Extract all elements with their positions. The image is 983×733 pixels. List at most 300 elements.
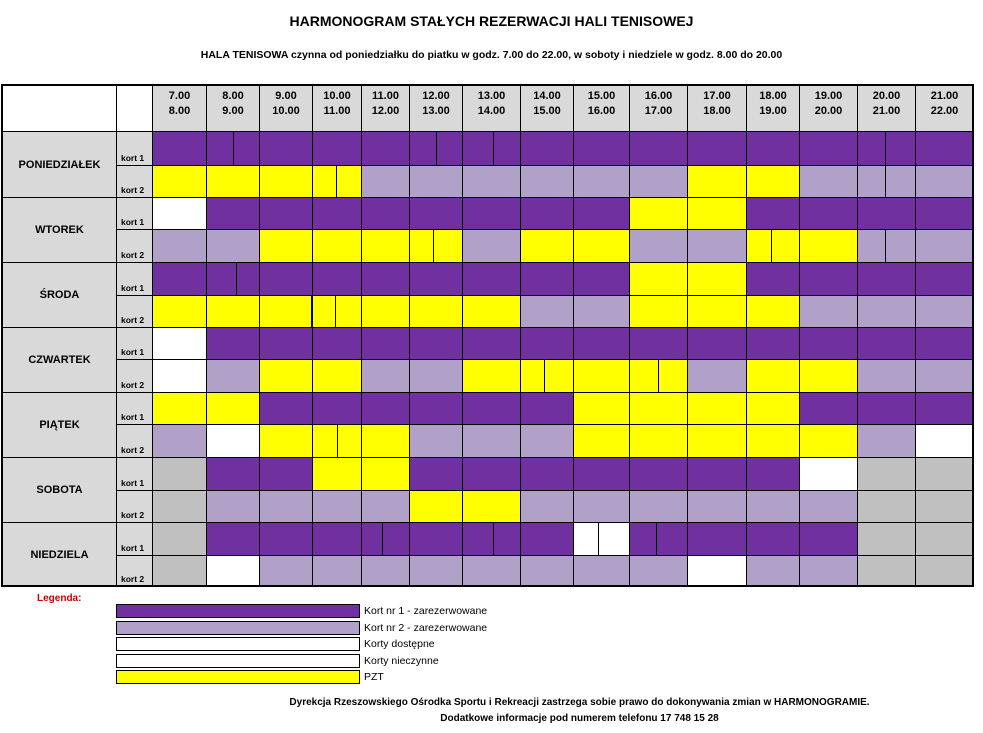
schedule-slot bbox=[463, 166, 521, 198]
legend-text: PZT bbox=[364, 671, 384, 683]
schedule-slot bbox=[916, 230, 974, 263]
schedule-slot bbox=[574, 230, 630, 263]
schedule-slot bbox=[521, 328, 574, 360]
time-slot-header bbox=[260, 86, 313, 132]
time-slot-end: 16.00 bbox=[587, 105, 616, 117]
court-label: kort 2 bbox=[117, 360, 153, 393]
schedule-slot bbox=[688, 360, 747, 393]
schedule-slot bbox=[630, 230, 688, 263]
schedule-slot bbox=[747, 328, 800, 360]
court-label: kort 2 bbox=[117, 556, 153, 587]
footer-note: Dyrekcja Rzeszowskiego Ośrodka Sportu i Rekreacji zastrzega sobie prawo do dokonywania zmian w HARMONOGRAMIE. bbox=[289, 697, 870, 708]
slot-divider bbox=[544, 360, 545, 393]
schedule-slot bbox=[916, 166, 974, 198]
slot-divider bbox=[771, 230, 772, 263]
schedule-slot bbox=[207, 198, 260, 230]
schedule-slot bbox=[858, 166, 916, 198]
time-slot-start: 8.00 bbox=[222, 90, 244, 102]
court-label: kort 2 bbox=[117, 230, 153, 263]
schedule-slot bbox=[688, 556, 747, 587]
schedule-slot bbox=[574, 263, 630, 296]
schedule-slot bbox=[747, 132, 800, 166]
court-label: kort 1 bbox=[117, 458, 153, 491]
schedule-slot bbox=[153, 198, 207, 230]
schedule-slot bbox=[313, 458, 362, 491]
legend-label: Legenda: bbox=[37, 593, 82, 604]
court-label: kort 1 bbox=[117, 263, 153, 296]
schedule-slot bbox=[630, 458, 688, 491]
schedule-slot bbox=[153, 556, 207, 587]
schedule-slot bbox=[858, 425, 916, 458]
schedule-slot bbox=[858, 230, 916, 263]
schedule-slot bbox=[153, 328, 207, 360]
time-slot-end: 21.00 bbox=[872, 105, 901, 117]
day-name: PONIEDZIAŁEK bbox=[3, 132, 117, 198]
schedule-slot bbox=[260, 523, 313, 556]
schedule-slot bbox=[747, 556, 800, 587]
slot-divider bbox=[658, 360, 659, 393]
schedule-slot bbox=[630, 263, 688, 296]
schedule-slot bbox=[688, 458, 747, 491]
court-label: kort 1 bbox=[117, 523, 153, 556]
legend-swatch bbox=[116, 654, 360, 668]
schedule-slot bbox=[858, 132, 916, 166]
schedule-slot bbox=[688, 523, 747, 556]
schedule-slot bbox=[410, 458, 463, 491]
schedule-slot bbox=[574, 198, 630, 230]
schedule-slot bbox=[463, 198, 521, 230]
day-name: ŚRODA bbox=[3, 263, 117, 328]
schedule-slot bbox=[207, 393, 260, 425]
schedule-slot bbox=[313, 360, 362, 393]
slot-divider bbox=[337, 425, 338, 458]
schedule-slot bbox=[260, 263, 313, 296]
schedule-slot bbox=[207, 556, 260, 587]
time-slot-start: 7.00 bbox=[168, 90, 191, 102]
court-label: kort 1 bbox=[117, 132, 153, 166]
schedule-slot bbox=[858, 198, 916, 230]
schedule-slot bbox=[800, 491, 858, 523]
schedule-slot bbox=[574, 393, 630, 425]
schedule-slot bbox=[313, 166, 362, 198]
page-subtitle: HALA TENISOWA czynna od poniedziałku do piatku w godz. 7.00 do 22.00, w soboty i niedziele w godz. 8.00 do 20.00 bbox=[200, 49, 783, 61]
schedule-slot bbox=[916, 263, 974, 296]
time-slot-end: 9.00 bbox=[222, 105, 244, 117]
schedule-slot bbox=[521, 166, 574, 198]
time-slot-end: 22.00 bbox=[930, 105, 959, 117]
schedule-slot bbox=[410, 198, 463, 230]
schedule-slot bbox=[313, 523, 362, 556]
schedule-slot bbox=[747, 230, 800, 263]
schedule-slot bbox=[313, 393, 362, 425]
schedule-slot bbox=[313, 328, 362, 360]
schedule-slot bbox=[463, 328, 521, 360]
schedule-slot bbox=[153, 296, 207, 328]
schedule-slot bbox=[260, 393, 313, 425]
schedule-slot bbox=[260, 556, 313, 587]
schedule-slot bbox=[260, 166, 313, 198]
schedule-slot bbox=[313, 491, 362, 523]
time-slot-header bbox=[153, 86, 207, 132]
legend-swatch bbox=[116, 621, 360, 635]
schedule-slot bbox=[747, 360, 800, 393]
schedule-slot bbox=[362, 360, 410, 393]
schedule-slot bbox=[916, 296, 974, 328]
schedule-slot bbox=[410, 425, 463, 458]
schedule-slot bbox=[747, 491, 800, 523]
schedule-slot bbox=[630, 132, 688, 166]
schedule-slot bbox=[574, 132, 630, 166]
schedule-slot bbox=[463, 425, 521, 458]
court-label: kort 2 bbox=[117, 166, 153, 198]
schedule-slot bbox=[800, 230, 858, 263]
page-title: HARMONOGRAM STAŁYCH REZERWACJI HALI TENISOWEJ bbox=[289, 13, 694, 29]
schedule-slot bbox=[521, 425, 574, 458]
schedule-slot bbox=[153, 491, 207, 523]
schedule-slot bbox=[153, 166, 207, 198]
schedule-slot bbox=[207, 523, 260, 556]
legend-text: Korty nieczynne bbox=[364, 655, 439, 667]
schedule-slot bbox=[747, 393, 800, 425]
day-name: SOBOTA bbox=[3, 458, 117, 523]
schedule-slot bbox=[207, 328, 260, 360]
schedule-slot bbox=[463, 523, 521, 556]
day-name: NIEDZIELA bbox=[3, 523, 117, 587]
time-slot-end: 20.00 bbox=[814, 105, 843, 117]
time-slot-header bbox=[207, 86, 260, 132]
time-slot-header bbox=[800, 86, 858, 132]
time-slot-header bbox=[574, 86, 630, 132]
schedule-slot bbox=[916, 458, 974, 491]
schedule-slot bbox=[463, 393, 521, 425]
time-slot-start: 21.00 bbox=[930, 90, 959, 102]
schedule-slot bbox=[747, 166, 800, 198]
schedule-slot bbox=[207, 166, 260, 198]
schedule-slot bbox=[630, 425, 688, 458]
schedule-slot bbox=[688, 230, 747, 263]
schedule-slot bbox=[260, 458, 313, 491]
schedule-slot bbox=[688, 198, 747, 230]
schedule-slot bbox=[630, 491, 688, 523]
time-slot-end: 12.00 bbox=[371, 105, 400, 117]
schedule-slot bbox=[858, 360, 916, 393]
schedule-slot bbox=[153, 132, 207, 166]
schedule-slot bbox=[630, 523, 688, 556]
time-slot-header bbox=[747, 86, 800, 132]
day-name: PIĄTEK bbox=[3, 393, 117, 458]
slot-divider bbox=[436, 132, 437, 166]
schedule-slot bbox=[260, 360, 313, 393]
schedule-slot bbox=[153, 458, 207, 491]
time-slot-start: 13.00 bbox=[477, 90, 506, 102]
time-slot-start: 14.00 bbox=[533, 90, 561, 102]
slot-divider bbox=[493, 132, 494, 166]
schedule-slot bbox=[207, 230, 260, 263]
time-slot-end: 18.00 bbox=[703, 105, 731, 117]
schedule-slot bbox=[747, 263, 800, 296]
schedule-slot bbox=[574, 458, 630, 491]
time-slot-header bbox=[313, 86, 362, 132]
schedule-slot bbox=[800, 132, 858, 166]
schedule-slot bbox=[153, 523, 207, 556]
schedule-slot bbox=[260, 491, 313, 523]
schedule-slot bbox=[463, 132, 521, 166]
schedule-slot bbox=[521, 491, 574, 523]
schedule-slot bbox=[410, 230, 463, 263]
schedule-slot bbox=[747, 523, 800, 556]
slot-divider bbox=[336, 166, 337, 198]
day-name: CZWARTEK bbox=[3, 328, 117, 393]
slot-divider bbox=[598, 523, 599, 556]
schedule-slot bbox=[858, 556, 916, 587]
schedule-slot bbox=[800, 198, 858, 230]
schedule-slot bbox=[630, 296, 688, 328]
time-slot-header bbox=[362, 86, 410, 132]
schedule-slot bbox=[574, 360, 630, 393]
time-slot-start: 11.00 bbox=[372, 90, 399, 102]
schedule-slot bbox=[747, 296, 800, 328]
time-slot-header bbox=[916, 86, 974, 132]
time-slot-end: 8.00 bbox=[168, 105, 191, 117]
schedule-slot bbox=[260, 328, 313, 360]
legend-text: Korty dostępne bbox=[364, 638, 435, 650]
schedule-slot bbox=[207, 425, 260, 458]
legend-swatch bbox=[116, 670, 360, 684]
time-slot-end: 11.00 bbox=[323, 105, 351, 117]
schedule-slot bbox=[688, 425, 747, 458]
schedule-slot bbox=[362, 458, 410, 491]
time-slot-end: 13.00 bbox=[422, 105, 450, 117]
schedule-slot bbox=[207, 458, 260, 491]
time-slot-end: 17.00 bbox=[644, 105, 673, 117]
schedule-slot bbox=[153, 393, 207, 425]
court-label: kort 2 bbox=[117, 296, 153, 328]
schedule-slot bbox=[858, 263, 916, 296]
time-slot-start: 20.00 bbox=[872, 90, 901, 102]
slot-divider bbox=[885, 230, 886, 263]
schedule-slot bbox=[410, 491, 463, 523]
schedule-slot bbox=[362, 523, 410, 556]
schedule-slot bbox=[688, 132, 747, 166]
schedule-slot bbox=[313, 230, 362, 263]
schedule-slot bbox=[362, 263, 410, 296]
time-slot-start: 16.00 bbox=[644, 90, 673, 102]
schedule-slot bbox=[747, 458, 800, 491]
schedule-slot bbox=[858, 523, 916, 556]
schedule-slot bbox=[463, 556, 521, 587]
schedule-slot bbox=[313, 198, 362, 230]
footer-phone: Dodatkowe informacje pod numerem telefonu 17 748 15 28 bbox=[440, 713, 719, 724]
schedule-slot bbox=[463, 296, 521, 328]
schedule-slot bbox=[858, 328, 916, 360]
time-slot-end: 10.00 bbox=[272, 105, 300, 117]
schedule-slot bbox=[688, 393, 747, 425]
schedule-slot bbox=[916, 556, 974, 587]
schedule-slot bbox=[410, 263, 463, 296]
schedule-slot bbox=[800, 328, 858, 360]
header-blank-day bbox=[3, 86, 117, 132]
court-label: kort 2 bbox=[117, 491, 153, 523]
schedule-slot bbox=[521, 523, 574, 556]
schedule-slot bbox=[574, 296, 630, 328]
schedule-slot bbox=[574, 166, 630, 198]
schedule-slot bbox=[362, 393, 410, 425]
schedule-slot bbox=[362, 491, 410, 523]
schedule-slot bbox=[574, 425, 630, 458]
schedule-slot bbox=[362, 198, 410, 230]
schedule-slot bbox=[313, 263, 362, 296]
time-slot-header bbox=[858, 86, 916, 132]
schedule-slot bbox=[630, 556, 688, 587]
schedule-slot bbox=[916, 491, 974, 523]
schedule-slot bbox=[313, 132, 362, 166]
time-slot-start: 15.00 bbox=[587, 90, 616, 102]
time-slot-end: 19.00 bbox=[759, 105, 787, 117]
schedule-slot bbox=[521, 230, 574, 263]
schedule-slot bbox=[574, 328, 630, 360]
legend-swatch bbox=[116, 604, 360, 618]
court-label: kort 2 bbox=[117, 425, 153, 458]
slot-divider bbox=[311, 296, 312, 328]
schedule-slot bbox=[410, 328, 463, 360]
slot-divider bbox=[493, 523, 494, 556]
schedule-slot bbox=[521, 556, 574, 587]
schedule-slot bbox=[800, 393, 858, 425]
schedule-slot bbox=[410, 523, 463, 556]
schedule-slot bbox=[260, 230, 313, 263]
schedule-slot bbox=[630, 328, 688, 360]
schedule-slot bbox=[260, 198, 313, 230]
schedule-slot bbox=[800, 458, 858, 491]
slot-divider bbox=[233, 132, 234, 166]
time-slot-start: 17.00 bbox=[703, 90, 731, 102]
schedule-slot bbox=[858, 491, 916, 523]
time-slot-start: 10.00 bbox=[323, 90, 351, 102]
schedule-slot bbox=[630, 198, 688, 230]
schedule-slot bbox=[800, 296, 858, 328]
schedule-slot bbox=[800, 166, 858, 198]
schedule-slot bbox=[800, 556, 858, 587]
schedule-slot bbox=[153, 425, 207, 458]
schedule-slot bbox=[630, 166, 688, 198]
schedule-slot bbox=[410, 556, 463, 587]
court-label: kort 1 bbox=[117, 393, 153, 425]
court-label: kort 1 bbox=[117, 198, 153, 230]
schedule-slot bbox=[800, 360, 858, 393]
schedule-slot bbox=[574, 556, 630, 587]
schedule-slot bbox=[800, 425, 858, 458]
legend-text: Kort nr 1 - zarezerwowane bbox=[364, 605, 488, 617]
time-slot-end: 15.00 bbox=[533, 105, 561, 117]
schedule-slot bbox=[153, 360, 207, 393]
schedule-slot bbox=[688, 166, 747, 198]
schedule-slot bbox=[521, 263, 574, 296]
time-slot-header bbox=[630, 86, 688, 132]
schedule-slot bbox=[688, 296, 747, 328]
schedule-slot bbox=[207, 491, 260, 523]
schedule-slot bbox=[260, 296, 313, 328]
schedule-slot bbox=[362, 296, 410, 328]
court-label: kort 1 bbox=[117, 328, 153, 360]
schedule-slot bbox=[630, 360, 688, 393]
schedule-slot bbox=[410, 360, 463, 393]
slot-divider bbox=[433, 230, 434, 263]
time-slot-start: 12.00 bbox=[422, 90, 450, 102]
schedule-slot bbox=[410, 166, 463, 198]
schedule-slot bbox=[207, 296, 260, 328]
schedule-slot bbox=[410, 393, 463, 425]
schedule-slot bbox=[916, 523, 974, 556]
schedule-slot bbox=[747, 425, 800, 458]
schedule-slot bbox=[153, 230, 207, 263]
schedule-slot bbox=[153, 263, 207, 296]
schedule-slot bbox=[313, 296, 362, 328]
schedule-slot bbox=[858, 393, 916, 425]
schedule-slot bbox=[521, 458, 574, 491]
schedule-slot bbox=[410, 296, 463, 328]
schedule-slot bbox=[207, 263, 260, 296]
schedule-slot bbox=[630, 393, 688, 425]
time-slot-start: 19.00 bbox=[814, 90, 843, 102]
schedule-slot bbox=[916, 360, 974, 393]
slot-divider bbox=[885, 132, 886, 166]
schedule-slot bbox=[362, 425, 410, 458]
legend-swatch bbox=[116, 637, 360, 651]
schedule-slot bbox=[800, 523, 858, 556]
schedule-slot bbox=[688, 328, 747, 360]
schedule-slot bbox=[463, 263, 521, 296]
schedule-slot bbox=[916, 425, 974, 458]
schedule-slot bbox=[916, 328, 974, 360]
time-slot-header bbox=[521, 86, 574, 132]
day-name: WTOREK bbox=[3, 198, 117, 263]
schedule-slot bbox=[521, 393, 574, 425]
schedule-slot bbox=[362, 556, 410, 587]
schedule-slot bbox=[574, 491, 630, 523]
schedule-slot bbox=[521, 296, 574, 328]
time-slot-end: 14.00 bbox=[477, 105, 506, 117]
slot-divider bbox=[236, 263, 237, 296]
slot-divider bbox=[885, 166, 886, 198]
slot-divider bbox=[335, 296, 336, 328]
schedule-slot bbox=[362, 230, 410, 263]
schedule-slot bbox=[463, 491, 521, 523]
schedule-slot bbox=[688, 491, 747, 523]
slot-divider bbox=[656, 523, 657, 556]
time-slot-header bbox=[463, 86, 521, 132]
schedule-slot bbox=[463, 458, 521, 491]
schedule-slot bbox=[313, 556, 362, 587]
time-slot-start: 18.00 bbox=[759, 90, 787, 102]
schedule-slot bbox=[800, 263, 858, 296]
schedule-slot bbox=[916, 198, 974, 230]
schedule-slot bbox=[574, 523, 630, 556]
schedule-slot bbox=[521, 360, 574, 393]
schedule-slot bbox=[362, 328, 410, 360]
schedule-slot bbox=[463, 360, 521, 393]
schedule-slot bbox=[916, 132, 974, 166]
schedule-slot bbox=[260, 425, 313, 458]
header-blank-kort bbox=[117, 86, 153, 132]
schedule-slot bbox=[362, 132, 410, 166]
legend-text: Kort nr 2 - zarezerwowane bbox=[364, 622, 488, 634]
schedule-slot bbox=[747, 198, 800, 230]
schedule-slot bbox=[858, 458, 916, 491]
schedule-slot bbox=[858, 296, 916, 328]
schedule-slot bbox=[463, 230, 521, 263]
schedule-slot bbox=[521, 132, 574, 166]
time-slot-header bbox=[688, 86, 747, 132]
